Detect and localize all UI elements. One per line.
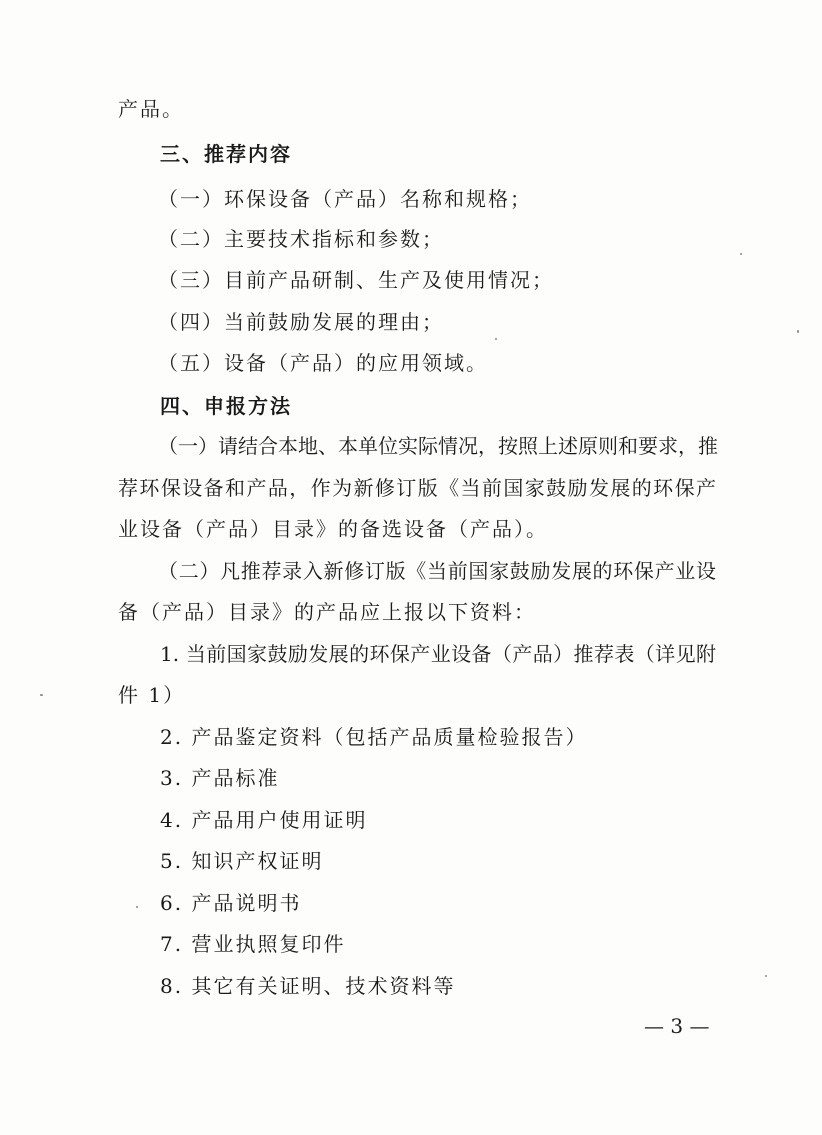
scan-speck (797, 330, 799, 333)
scan-speck (40, 694, 43, 696)
list-item: （五）设备（产品）的应用领域。 (158, 351, 488, 375)
list-item: （二）主要技术指标和参数； (158, 227, 444, 251)
list-item: 2. 产品鉴定资料（包括产品质量检验报告） (160, 725, 588, 749)
scan-speck (740, 253, 742, 255)
section-heading-recommendation-content: 三、推荐内容 (160, 142, 292, 166)
scan-speck (765, 975, 767, 977)
list-item: 1. 当前国家鼓励发展的环保产业设备（产品）推荐表（详见附 (160, 642, 716, 666)
page-number: — 3 — (644, 1014, 710, 1038)
list-item: （三）目前产品研制、生产及使用情况； (158, 268, 554, 292)
list-item: 8. 其它有关证明、技术资料等 (160, 974, 456, 998)
list-item-continuation: 件 1） (118, 683, 186, 707)
paragraph-line: 备（产品）目录》的产品应上报以下资料： (118, 600, 536, 624)
list-item: 4. 产品用户使用证明 (160, 808, 368, 832)
list-item: 6. 产品说明书 (160, 891, 302, 915)
scan-speck (136, 906, 138, 908)
list-item: 7. 营业执照复印件 (160, 932, 346, 956)
paragraph-line: 荐环保设备和产品，作为新修订版《当前国家鼓励发展的环保产 (118, 476, 716, 500)
list-item: 3. 产品标准 (160, 766, 280, 790)
list-item: （一）环保设备（产品）名称和规格； (158, 187, 532, 211)
paragraph-line: （一）请结合本地、本单位实际情况，按照上述原则和要求，推 (158, 434, 718, 458)
continuation-text: 产品。 (118, 97, 184, 121)
list-item: 5. 知识产权证明 (160, 849, 324, 873)
list-item: （四）当前鼓励发展的理由； (158, 310, 444, 334)
section-heading-application-method: 四、申报方法 (160, 394, 292, 418)
paragraph-line: （二）凡推荐录入新修订版《当前国家鼓励发展的环保产业设 (158, 559, 716, 583)
scan-speck (495, 338, 497, 340)
paragraph-line: 业设备（产品）目录》的备选设备（产品）。 (118, 517, 548, 541)
